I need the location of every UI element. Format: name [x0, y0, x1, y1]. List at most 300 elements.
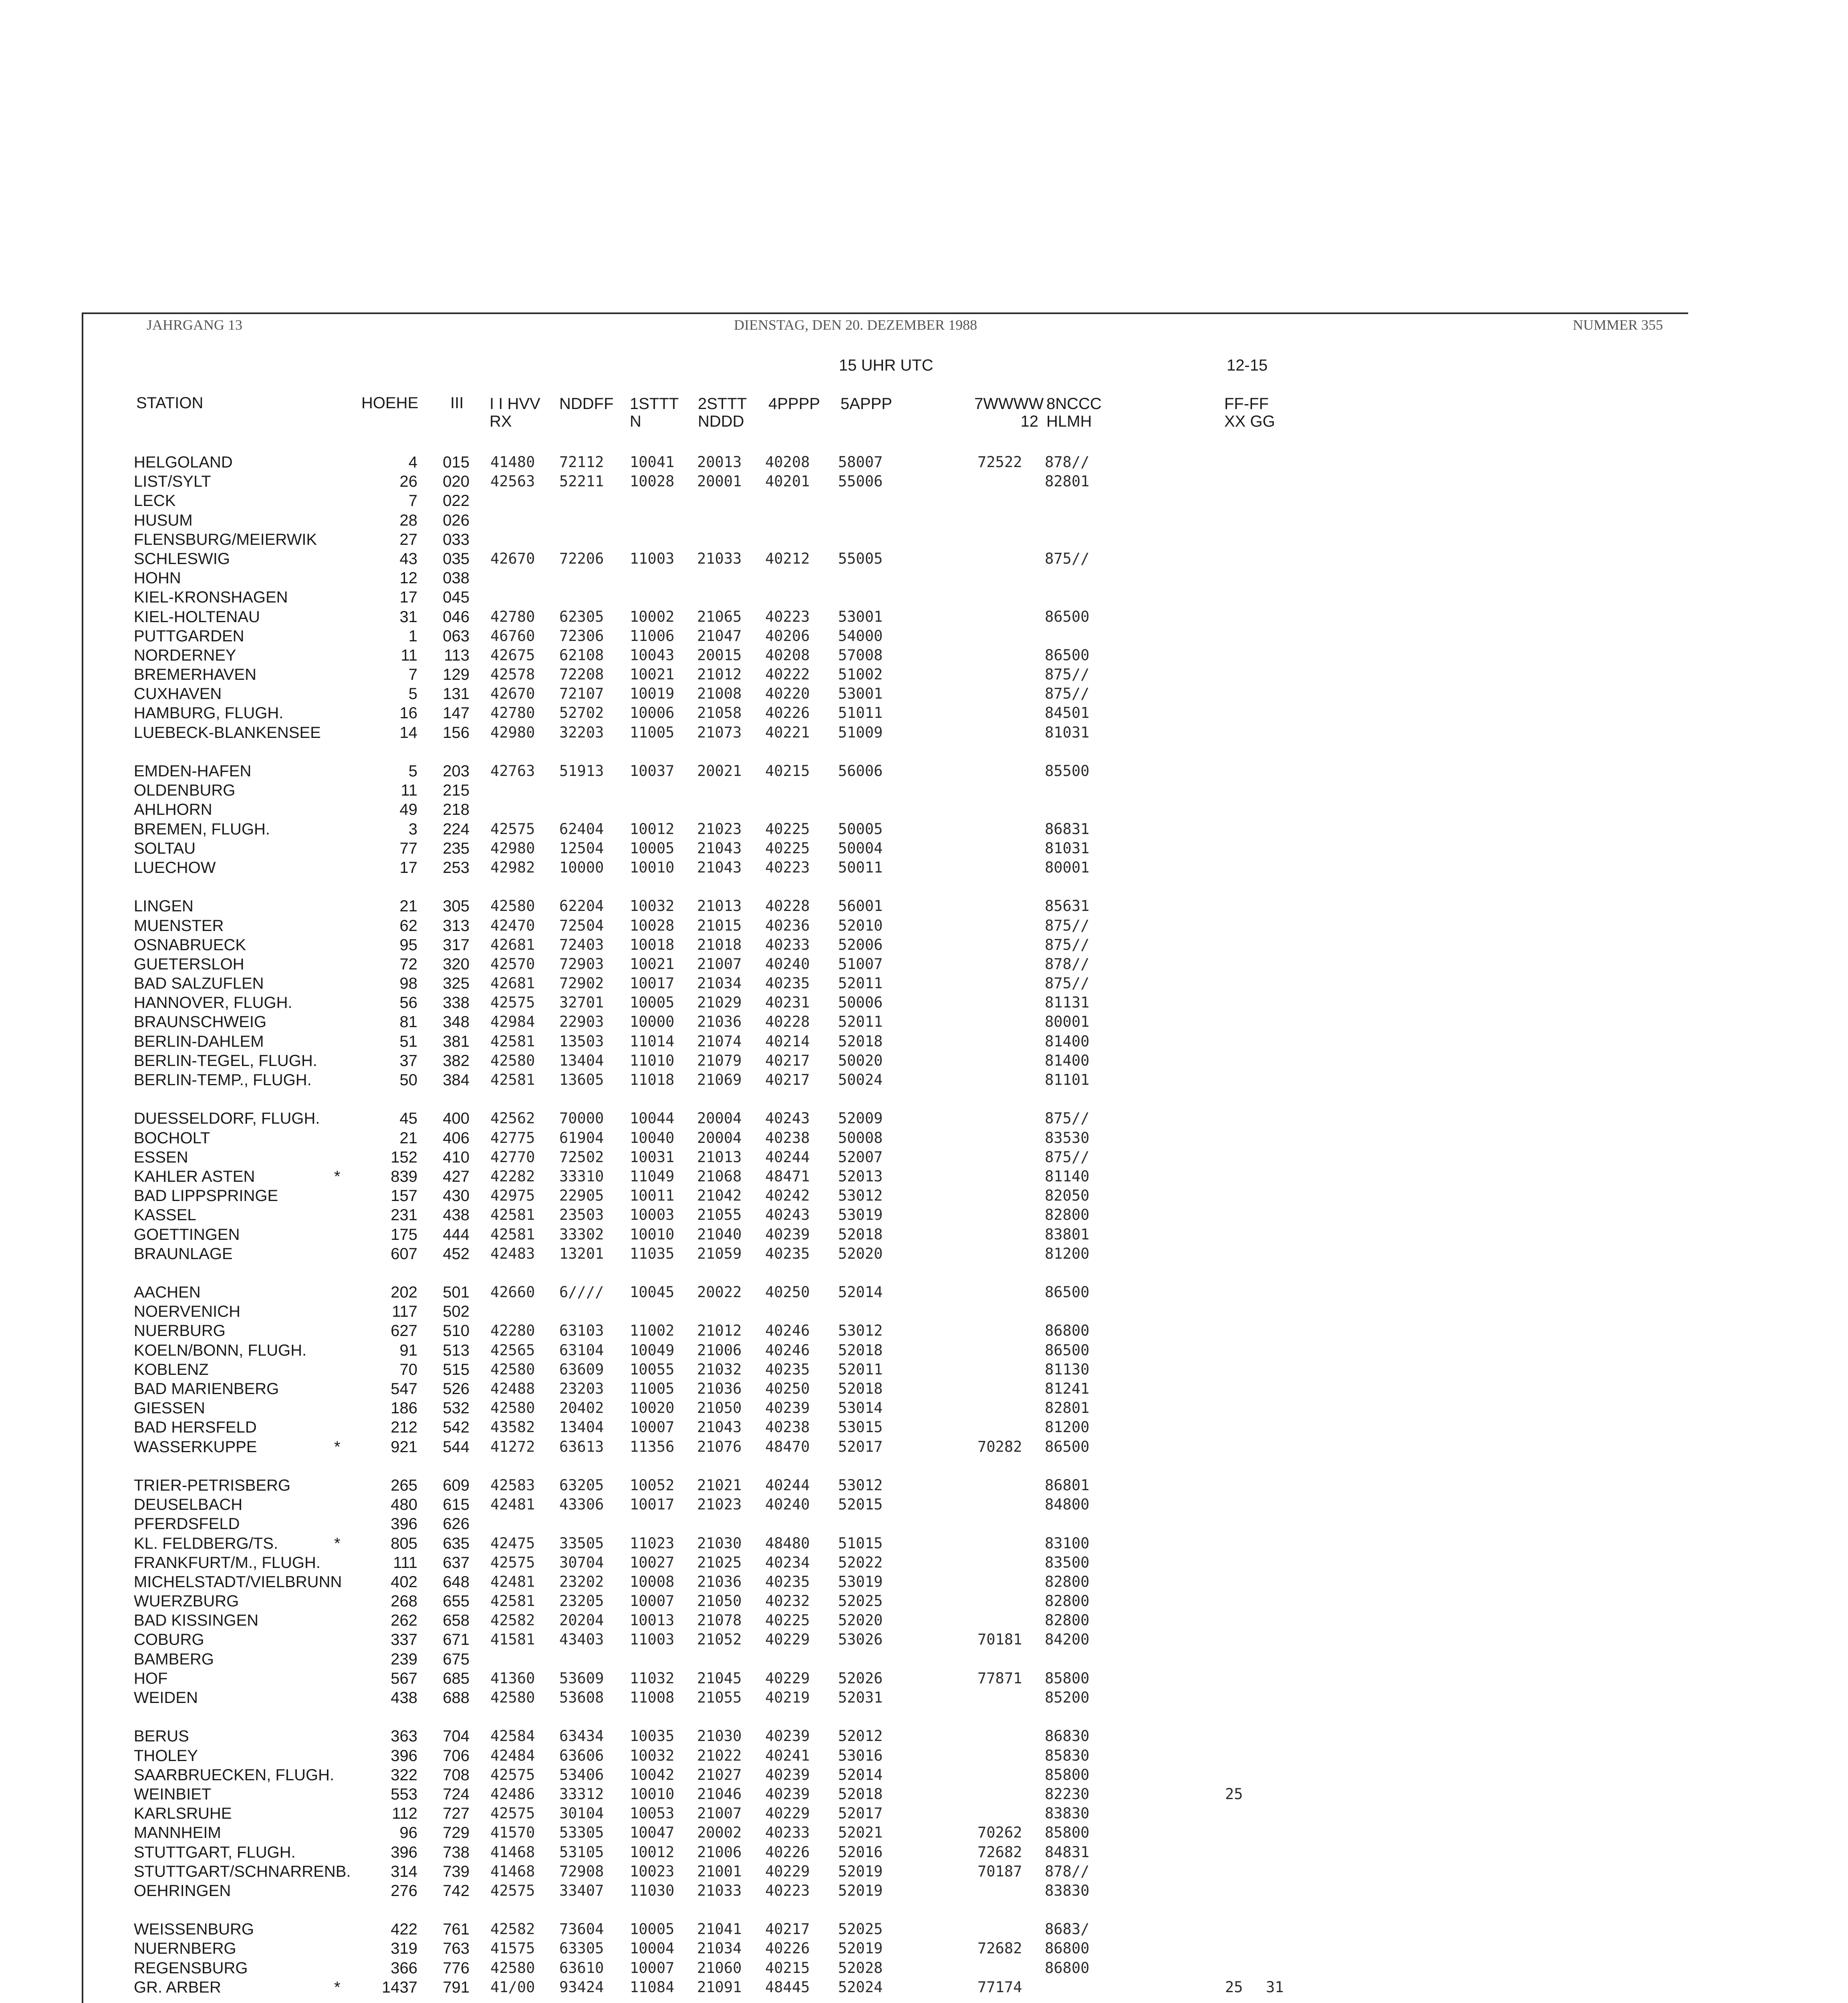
- station-name: SAARBRUECKEN, FLUGH.: [134, 1766, 335, 1784]
- synop-group: 40217: [765, 1052, 810, 1069]
- col-group-9-line-1: FF-FF: [1224, 395, 1269, 413]
- station-height: 175: [391, 1225, 417, 1243]
- synop-group: 81400: [1045, 1052, 1090, 1069]
- synop-group: 80001: [1045, 858, 1090, 876]
- synop-group: 50008: [838, 1129, 883, 1147]
- time-label: 15 UHR UTC: [839, 357, 933, 374]
- synop-group: 42775: [490, 1129, 535, 1147]
- synop-group: 875//: [1045, 975, 1090, 992]
- synop-group: 20001: [697, 473, 742, 490]
- station-number: 776: [443, 1959, 470, 1977]
- synop-group: 40232: [765, 1592, 810, 1610]
- synop-group: 40229: [765, 1805, 810, 1822]
- station-number: 501: [443, 1284, 470, 1302]
- synop-group: 42681: [490, 975, 535, 992]
- synop-group: 42670: [490, 550, 535, 567]
- synop-group: 51011: [838, 704, 883, 722]
- station-number: 400: [443, 1110, 470, 1128]
- station-number: 635: [443, 1534, 470, 1552]
- synop-group: 40215: [765, 1959, 810, 1977]
- synop-group: 53016: [838, 1747, 883, 1764]
- col-group-8: [1046, 395, 1102, 430]
- synop-group: 21060: [697, 1959, 742, 1977]
- synop-group: 10042: [630, 1766, 675, 1783]
- synop-group: 10011: [630, 1187, 675, 1205]
- station-height: 11: [401, 782, 417, 800]
- station-name: BAMBERG: [134, 1650, 214, 1668]
- table-row: [0, 1592, 1848, 1611]
- station-height: 37: [399, 1052, 417, 1070]
- station-name: HANNOVER, FLUGH.: [134, 994, 292, 1012]
- table-row: [0, 1418, 1848, 1437]
- col-group-1-line-1: I I HVV: [490, 395, 540, 413]
- synop-group: 13404: [559, 1419, 604, 1436]
- synop-group: 53608: [559, 1689, 604, 1706]
- station-name: AHLHORN: [134, 801, 212, 819]
- synop-group: 85631: [1045, 897, 1090, 915]
- station-height: 1: [408, 627, 417, 645]
- synop-group: 42562: [490, 1110, 535, 1127]
- table-row: [0, 955, 1848, 974]
- station-number: 706: [443, 1747, 470, 1765]
- station-height: 7: [408, 666, 417, 684]
- synop-group: 72903: [559, 955, 604, 973]
- station-height: 95: [399, 936, 417, 954]
- synop-group: 11356: [630, 1438, 675, 1455]
- synop-group: 13503: [559, 1032, 604, 1050]
- synop-group: 21030: [697, 1727, 742, 1745]
- station-name: DUESSELDORF, FLUGH.: [134, 1110, 320, 1128]
- synop-group: 878//: [1045, 1862, 1090, 1880]
- station-table: [0, 453, 1848, 2003]
- table-row: [0, 1032, 1848, 1051]
- synop-group: 40226: [765, 1940, 810, 1957]
- station-height: 81: [399, 1013, 417, 1031]
- range-label: 12-15: [1227, 357, 1268, 374]
- station-height: 202: [391, 1284, 417, 1302]
- synop-group: 42581: [490, 1032, 535, 1050]
- synop-group: 63103: [559, 1322, 604, 1340]
- synop-group: 21008: [697, 685, 742, 703]
- issue-header: NUMMER 355: [1573, 317, 1663, 333]
- synop-group: 42763: [490, 762, 535, 780]
- synop-group: 70187: [977, 1862, 1022, 1880]
- station-number: 739: [443, 1862, 470, 1880]
- synop-group: 50020: [838, 1052, 883, 1069]
- synop-group: 40226: [765, 704, 810, 722]
- synop-group: 40225: [765, 839, 810, 857]
- station-number: 338: [443, 994, 470, 1012]
- synop-group: 20004: [697, 1129, 742, 1147]
- table-row: [0, 993, 1848, 1012]
- synop-group: 42575: [490, 1805, 535, 1822]
- synop-group: 40223: [765, 1882, 810, 1899]
- synop-group: 42582: [490, 1612, 535, 1629]
- synop-group: 63305: [559, 1940, 604, 1957]
- station-height: 239: [391, 1650, 417, 1668]
- table-row: [0, 1360, 1848, 1379]
- station-name: WEISSENBURG: [134, 1920, 254, 1939]
- synop-group: 11002: [630, 1322, 675, 1340]
- station-name: WEIDEN: [134, 1689, 198, 1707]
- synop-group: 42975: [490, 1187, 535, 1205]
- station-name: BAD MARIENBERG: [134, 1380, 279, 1398]
- station-name: OEHRINGEN: [134, 1882, 231, 1900]
- synop-group: 20021: [697, 762, 742, 780]
- synop-group: 85830: [1045, 1747, 1090, 1764]
- synop-group: 52025: [838, 1592, 883, 1610]
- station-number: 615: [443, 1496, 470, 1514]
- synop-group: 10047: [630, 1824, 675, 1842]
- col-group-7-line-2: 12: [1020, 413, 1038, 430]
- table-row: [0, 453, 1848, 472]
- synop-group: 81130: [1045, 1360, 1090, 1378]
- station-height: 152: [391, 1148, 417, 1166]
- station-height: 17: [399, 588, 417, 607]
- station-number: 156: [443, 723, 470, 742]
- synop-group: 40215: [765, 762, 810, 780]
- synop-group: 875//: [1045, 936, 1090, 953]
- synop-group: 40212: [765, 550, 810, 567]
- synop-group: 42282: [490, 1167, 535, 1185]
- synop-group: 62204: [559, 897, 604, 915]
- station-number: 381: [443, 1032, 470, 1050]
- synop-group: 21073: [697, 723, 742, 741]
- station-number: 325: [443, 975, 470, 993]
- synop-group: 81031: [1045, 839, 1090, 857]
- synop-group: 54000: [838, 627, 883, 645]
- synop-group: 42570: [490, 955, 535, 973]
- table-row: [0, 568, 1848, 588]
- synop-group: 72208: [559, 666, 604, 683]
- synop-group: 40223: [765, 858, 810, 876]
- station-height: 363: [391, 1727, 417, 1745]
- table-row: [0, 1823, 1848, 1842]
- synop-group: 10010: [630, 1785, 675, 1803]
- synop-group: 10010: [630, 1225, 675, 1243]
- synop-group: 86801: [1045, 1476, 1090, 1494]
- synop-group: 21036: [697, 1380, 742, 1397]
- station-name: BAD SALZUFLEN: [134, 975, 264, 993]
- synop-group: 40238: [765, 1129, 810, 1147]
- synop-group: 10021: [630, 666, 675, 683]
- date-header: DIENSTAG, DEN 20. DEZEMBER 1988: [734, 317, 977, 333]
- synop-group: 23205: [559, 1592, 604, 1610]
- table-row: [0, 665, 1848, 684]
- table-row: [0, 1205, 1848, 1225]
- station-height: 21: [399, 897, 417, 915]
- station-name: BAD HERSFELD: [134, 1419, 257, 1437]
- synop-group: 10003: [630, 1206, 675, 1224]
- table-row: [0, 1341, 1848, 1360]
- synop-group: 10040: [630, 1129, 675, 1147]
- synop-group: 40239: [765, 1225, 810, 1243]
- synop-group: 84501: [1045, 704, 1090, 722]
- station-name: BRAUNSCHWEIG: [134, 1013, 267, 1031]
- synop-group: 82801: [1045, 473, 1090, 490]
- table-row: [0, 1765, 1848, 1785]
- synop-group: 52019: [838, 1882, 883, 1899]
- station-height: 96: [399, 1824, 417, 1842]
- station-number: 224: [443, 820, 470, 838]
- synop-group: 10055: [630, 1360, 675, 1378]
- synop-group: 21036: [697, 1573, 742, 1590]
- table-row: [0, 1843, 1848, 1862]
- synop-group: 40221: [765, 723, 810, 741]
- synop-group: 83830: [1045, 1882, 1090, 1899]
- synop-group: 52016: [838, 1843, 883, 1861]
- synop-group: 878//: [1045, 955, 1090, 973]
- col-group-6: [840, 395, 892, 413]
- synop-group: 40235: [765, 1245, 810, 1262]
- synop-group: 21055: [697, 1206, 742, 1224]
- synop-group: 58007: [838, 453, 883, 471]
- station-height: 607: [391, 1245, 417, 1263]
- station-name: OLDENBURG: [134, 782, 236, 800]
- synop-group: 72522: [977, 453, 1022, 471]
- station-number: 113: [444, 646, 470, 664]
- synop-group: 53001: [838, 685, 883, 703]
- table-row: [0, 1920, 1848, 1939]
- col-iii: III: [450, 394, 464, 412]
- synop-group: 40220: [765, 685, 810, 703]
- table-row: [0, 1167, 1848, 1186]
- synop-group: 50024: [838, 1071, 883, 1088]
- table-row: [0, 511, 1848, 530]
- synop-group: 62305: [559, 608, 604, 625]
- station-number: 045: [443, 588, 470, 607]
- synop-group: 40239: [765, 1727, 810, 1745]
- synop-group: 52024: [838, 1978, 883, 1996]
- synop-group: 21041: [697, 1920, 742, 1938]
- synop-group: 33407: [559, 1882, 604, 1899]
- synop-group: 10041: [630, 453, 675, 471]
- synop-group: 81241: [1045, 1380, 1090, 1397]
- synop-group: 10044: [630, 1110, 675, 1127]
- synop-group: 56001: [838, 897, 883, 915]
- synop-group: 42578: [490, 666, 535, 683]
- synop-group: 50006: [838, 994, 883, 1012]
- synop-group: 53019: [838, 1206, 883, 1224]
- synop-group: 53012: [838, 1322, 883, 1340]
- synop-group: 21012: [697, 666, 742, 683]
- synop-group: 10000: [559, 858, 604, 876]
- synop-group: 11035: [630, 1245, 675, 1262]
- table-row: [0, 1669, 1848, 1688]
- table-row: [0, 1572, 1848, 1592]
- station-height: 28: [399, 511, 417, 529]
- synop-group: 83801: [1045, 1225, 1090, 1243]
- station-name: PUTTGARDEN: [134, 627, 244, 645]
- synop-group: 40243: [765, 1206, 810, 1224]
- synop-group: 21068: [697, 1167, 742, 1185]
- synop-group: 10005: [630, 839, 675, 857]
- station-height: 314: [391, 1862, 417, 1880]
- synop-group: 70262: [977, 1824, 1022, 1842]
- synop-group: 53609: [559, 1669, 604, 1687]
- synop-group: 10010: [630, 858, 675, 876]
- station-height: 12: [399, 569, 417, 587]
- synop-group: 11003: [630, 1631, 675, 1648]
- table-row: [0, 858, 1848, 877]
- synop-group: 21058: [697, 704, 742, 722]
- col-group-1: [490, 395, 540, 430]
- synop-group: 42584: [490, 1727, 535, 1745]
- table-row: [0, 1186, 1848, 1205]
- station-name: NUERNBERG: [134, 1940, 236, 1958]
- station-number: 131: [443, 685, 470, 703]
- synop-group: 40228: [765, 1013, 810, 1031]
- synop-group: 21018: [697, 936, 742, 953]
- synop-group: 33302: [559, 1225, 604, 1243]
- synop-group: 10049: [630, 1341, 675, 1359]
- synop-group: 40243: [765, 1110, 810, 1127]
- synop-group: 42670: [490, 685, 535, 703]
- mountain-station-marker: *: [334, 1534, 341, 1552]
- synop-group: 42580: [490, 1399, 535, 1417]
- synop-group: 42581: [490, 1206, 535, 1224]
- synop-group: 42580: [490, 1360, 535, 1378]
- table-row: [0, 703, 1848, 723]
- synop-group: 53001: [838, 608, 883, 625]
- synop-group: 21069: [697, 1071, 742, 1088]
- synop-group: 52014: [838, 1766, 883, 1783]
- synop-group: 82230: [1045, 1785, 1090, 1803]
- table-row: [0, 916, 1848, 935]
- synop-group: 13201: [559, 1245, 604, 1262]
- synop-group: 53012: [838, 1187, 883, 1205]
- synop-group: 51007: [838, 955, 883, 973]
- station-number: 046: [443, 608, 470, 626]
- station-name: WASSERKUPPE: [134, 1438, 257, 1456]
- station-name: HAMBURG, FLUGH.: [134, 704, 284, 722]
- synop-group: 21022: [697, 1747, 742, 1764]
- synop-group: 21012: [697, 1322, 742, 1340]
- synop-group: 10032: [630, 1747, 675, 1764]
- table-row: [0, 1746, 1848, 1765]
- synop-group: 42563: [490, 473, 535, 490]
- synop-group: 23203: [559, 1380, 604, 1397]
- station-name: AACHEN: [134, 1284, 201, 1302]
- station-name: BRAUNLAGE: [134, 1245, 233, 1263]
- synop-group: 52012: [838, 1727, 883, 1745]
- synop-group: 42565: [490, 1341, 535, 1359]
- synop-group: 46760: [490, 627, 535, 645]
- station-name: GR. ARBER: [134, 1978, 221, 1996]
- synop-group: 40226: [765, 1843, 810, 1861]
- station-height: 21: [399, 1129, 417, 1147]
- station-number: 015: [443, 453, 470, 471]
- table-row: [0, 1476, 1848, 1495]
- synop-group: 52019: [838, 1940, 883, 1957]
- synop-group: 52011: [838, 1360, 883, 1378]
- synop-group: 82800: [1045, 1612, 1090, 1629]
- synop-group: 52006: [838, 936, 883, 953]
- station-height: 26: [399, 473, 417, 491]
- synop-group: 81200: [1045, 1419, 1090, 1436]
- station-height: 322: [391, 1766, 417, 1784]
- synop-group: 42982: [490, 858, 535, 876]
- station-number: 761: [443, 1920, 470, 1939]
- synop-group: 40250: [765, 1284, 810, 1301]
- synop-group: 63610: [559, 1959, 604, 1977]
- station-name: BOCHOLT: [134, 1129, 210, 1147]
- table-row: [0, 897, 1848, 916]
- synop-group: 21078: [697, 1612, 742, 1629]
- table-row: [0, 1862, 1848, 1881]
- synop-group: 40233: [765, 936, 810, 953]
- synop-group: 21013: [697, 1148, 742, 1166]
- synop-group: 875//: [1045, 666, 1090, 683]
- synop-group: 52025: [838, 1920, 883, 1938]
- synop-group: 40239: [765, 1766, 810, 1783]
- station-number: 022: [443, 492, 470, 510]
- station-number: 675: [443, 1650, 470, 1668]
- synop-group: 25: [1225, 1785, 1243, 1803]
- station-number: 738: [443, 1843, 470, 1861]
- synop-group: 20015: [697, 646, 742, 664]
- synop-group: 42575: [490, 994, 535, 1012]
- synop-group: 72504: [559, 917, 604, 934]
- synop-group: 72306: [559, 627, 604, 645]
- station-height: 212: [391, 1419, 417, 1437]
- station-height: 43: [399, 550, 417, 568]
- table-row: [0, 800, 1848, 819]
- station-name: LUEBECK-BLANKENSEE: [134, 723, 321, 742]
- station-number: 648: [443, 1573, 470, 1591]
- synop-group: 21025: [697, 1554, 742, 1571]
- station-name: BAD KISSINGEN: [134, 1612, 259, 1630]
- synop-group: 11023: [630, 1534, 675, 1552]
- table-row: [0, 1727, 1848, 1746]
- synop-group: 40239: [765, 1399, 810, 1417]
- synop-group: 82050: [1045, 1187, 1090, 1205]
- station-name: THOLEY: [134, 1747, 198, 1765]
- table-row: [0, 762, 1848, 781]
- station-height: 50: [399, 1071, 417, 1089]
- synop-group: 52019: [838, 1862, 883, 1880]
- station-name: BREMEN, FLUGH.: [134, 820, 270, 838]
- synop-group: 33312: [559, 1785, 604, 1803]
- synop-group: 10031: [630, 1148, 675, 1166]
- synop-group: 21032: [697, 1360, 742, 1378]
- synop-group: 40229: [765, 1631, 810, 1648]
- table-row: [0, 974, 1848, 993]
- synop-group: 70282: [977, 1438, 1022, 1455]
- station-number: 658: [443, 1612, 470, 1630]
- synop-group: 21045: [697, 1669, 742, 1687]
- synop-group: 81031: [1045, 723, 1090, 741]
- station-height: 402: [391, 1573, 417, 1591]
- synop-group: 30104: [559, 1805, 604, 1822]
- station-height: 14: [399, 723, 417, 742]
- station-name: KL. FELDBERG/TS.: [134, 1534, 278, 1552]
- table-row: [0, 684, 1848, 703]
- synop-group: 21040: [697, 1225, 742, 1243]
- synop-group: 23503: [559, 1206, 604, 1224]
- synop-group: 40239: [765, 1785, 810, 1803]
- station-height: 262: [391, 1612, 417, 1630]
- synop-group: 10012: [630, 1843, 675, 1861]
- synop-group: 21030: [697, 1534, 742, 1552]
- synop-group: 84800: [1045, 1496, 1090, 1513]
- synop-group: 52014: [838, 1284, 883, 1301]
- synop-group: 41480: [490, 453, 535, 471]
- station-number: 704: [443, 1727, 470, 1745]
- synop-group: 11030: [630, 1882, 675, 1899]
- synop-group: 8683/: [1045, 1920, 1090, 1938]
- station-height: 16: [399, 704, 417, 722]
